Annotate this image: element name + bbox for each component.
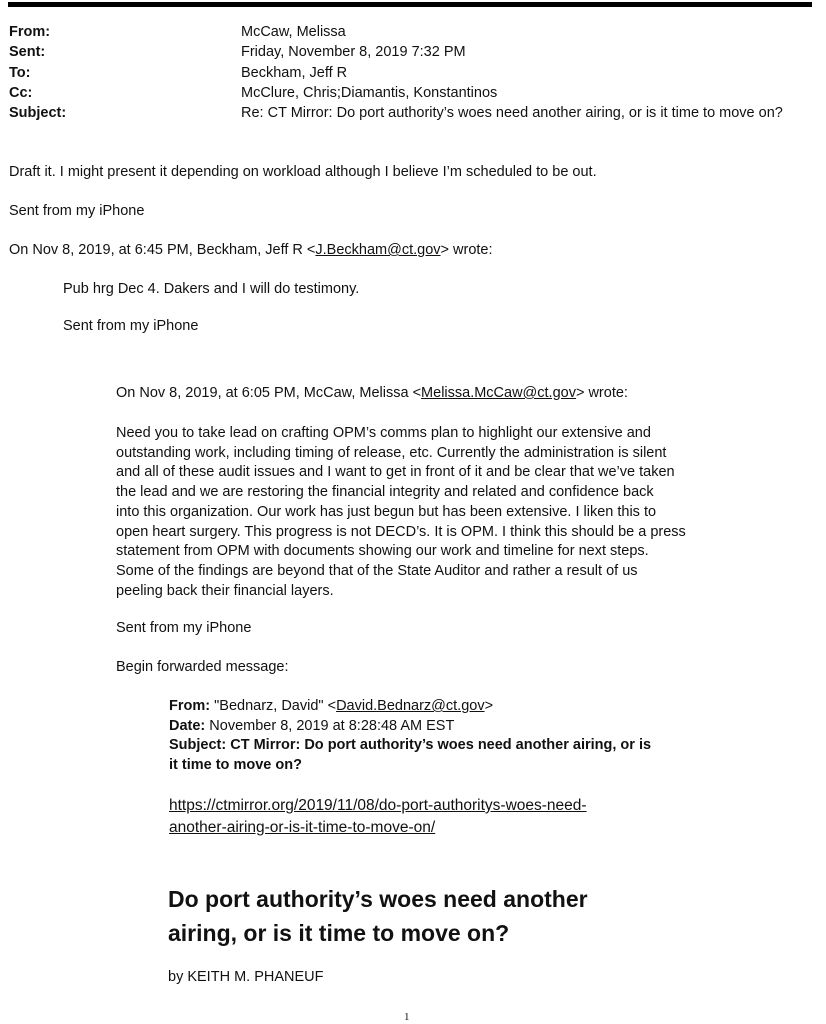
cc-value: McClure, Chris;Diamantis, Konstantinos xyxy=(241,85,498,101)
body-line: outstanding work, including timing of release, etc. Currently the administration is silent xyxy=(116,444,667,461)
forward-intro: Begin forwarded message: xyxy=(116,659,289,675)
body-line: the lead and we are restoring the financial integrity and related and confidence back xyxy=(116,484,654,501)
quote-prefix: On Nov 8, 2019, at 6:05 PM, McCaw, Melissa < xyxy=(116,385,422,401)
body-line: statement from OPM with documents showing our work and timeline for next steps. xyxy=(116,543,649,560)
cc-label: Cc: xyxy=(9,85,33,101)
url-line[interactable]: another-airing-or-is-it-time-to-move-on/ xyxy=(169,818,436,836)
body-line: into this organization. Our work has just begun but has been extensive. I liken this to xyxy=(116,503,657,520)
fwd-from-name: "Bednarz, David" < xyxy=(210,698,337,714)
body-line: Some of the findings are beyond that of the State Auditor and rather a result of us xyxy=(116,562,638,579)
fwd-subject-value: CT Mirror: Do port authority’s woes need another airing, or is xyxy=(226,737,652,754)
to-value: Beckham, Jeff R xyxy=(241,65,348,81)
fwd-date-label: Date: xyxy=(169,717,206,734)
body-line: open heart surgery. This progress is not DECD’s. It is OPM. I think this should be a press xyxy=(116,523,686,540)
fwd-date-row xyxy=(169,717,454,737)
email-link[interactable]: J.Beckham@ct.gov xyxy=(315,242,441,258)
subject-value: Re: CT Mirror: Do port authority’s woes need another airing, or is it time to move on? xyxy=(241,105,783,121)
fwd-subject-cont: it time to move on? xyxy=(169,757,302,774)
fwd-from-end: > xyxy=(484,698,494,714)
reply-body: Draft it. I might present it depending on workload although I believe I’m scheduled to be out. xyxy=(9,164,597,180)
mccaw-signature: Sent from my iPhone xyxy=(116,620,252,636)
from-value: McCaw, Melissa xyxy=(241,24,346,40)
fwd-from-label: From: xyxy=(169,698,211,714)
fwd-from-row xyxy=(169,697,493,717)
email-link[interactable]: Melissa.McCaw@ct.gov xyxy=(421,385,576,401)
subject-label: Subject: xyxy=(9,105,67,121)
title-line: airing, or is it time to move on? xyxy=(168,920,510,946)
body-line: peeling back their financial layers. xyxy=(116,582,334,599)
url-line[interactable]: https://ctmirror.org/2019/11/08/do-port-authoritys-woes-need- xyxy=(169,797,587,814)
body-line: Need you to take lead on crafting OPM’s comms plan to highlight our extensive and xyxy=(116,425,651,441)
fwd-date-value: November 8, 2019 at 8:28:48 AM EST xyxy=(205,717,455,734)
beckham-body: Pub hrg Dec 4. Dakers and I will do testimony. xyxy=(63,281,360,297)
page-number: 1 xyxy=(404,1011,410,1023)
top-rule xyxy=(8,2,812,7)
reply-signature: Sent from my iPhone xyxy=(9,203,145,219)
quote-header-mccaw xyxy=(116,384,628,404)
article-title xyxy=(168,882,588,950)
quote-prefix: On Nov 8, 2019, at 6:45 PM, Beckham, Jeff R < xyxy=(9,242,316,258)
quote-header-beckham xyxy=(9,241,493,261)
beckham-signature: Sent from my iPhone xyxy=(63,318,199,334)
article-url-link[interactable] xyxy=(169,795,587,838)
fwd-subject-label: Subject: xyxy=(169,737,227,754)
to-label: To: xyxy=(9,65,31,81)
title-line: Do port authority’s woes need another xyxy=(168,886,588,912)
fwd-subject-row xyxy=(169,736,651,756)
email-link[interactable]: David.Bednarz@ct.gov xyxy=(336,698,485,714)
sent-label: Sent: xyxy=(9,44,46,60)
from-label: From: xyxy=(9,24,51,40)
body-line: and all of these audit issues and I want to get in front of it and be clear that we’ve taken xyxy=(116,464,675,481)
sent-value: Friday, November 8, 2019 7:32 PM xyxy=(241,44,466,60)
quote-suffix: > wrote: xyxy=(440,242,493,258)
quote-suffix: > wrote: xyxy=(575,385,628,401)
article-byline: by KEITH M. PHANEUF xyxy=(168,969,324,985)
